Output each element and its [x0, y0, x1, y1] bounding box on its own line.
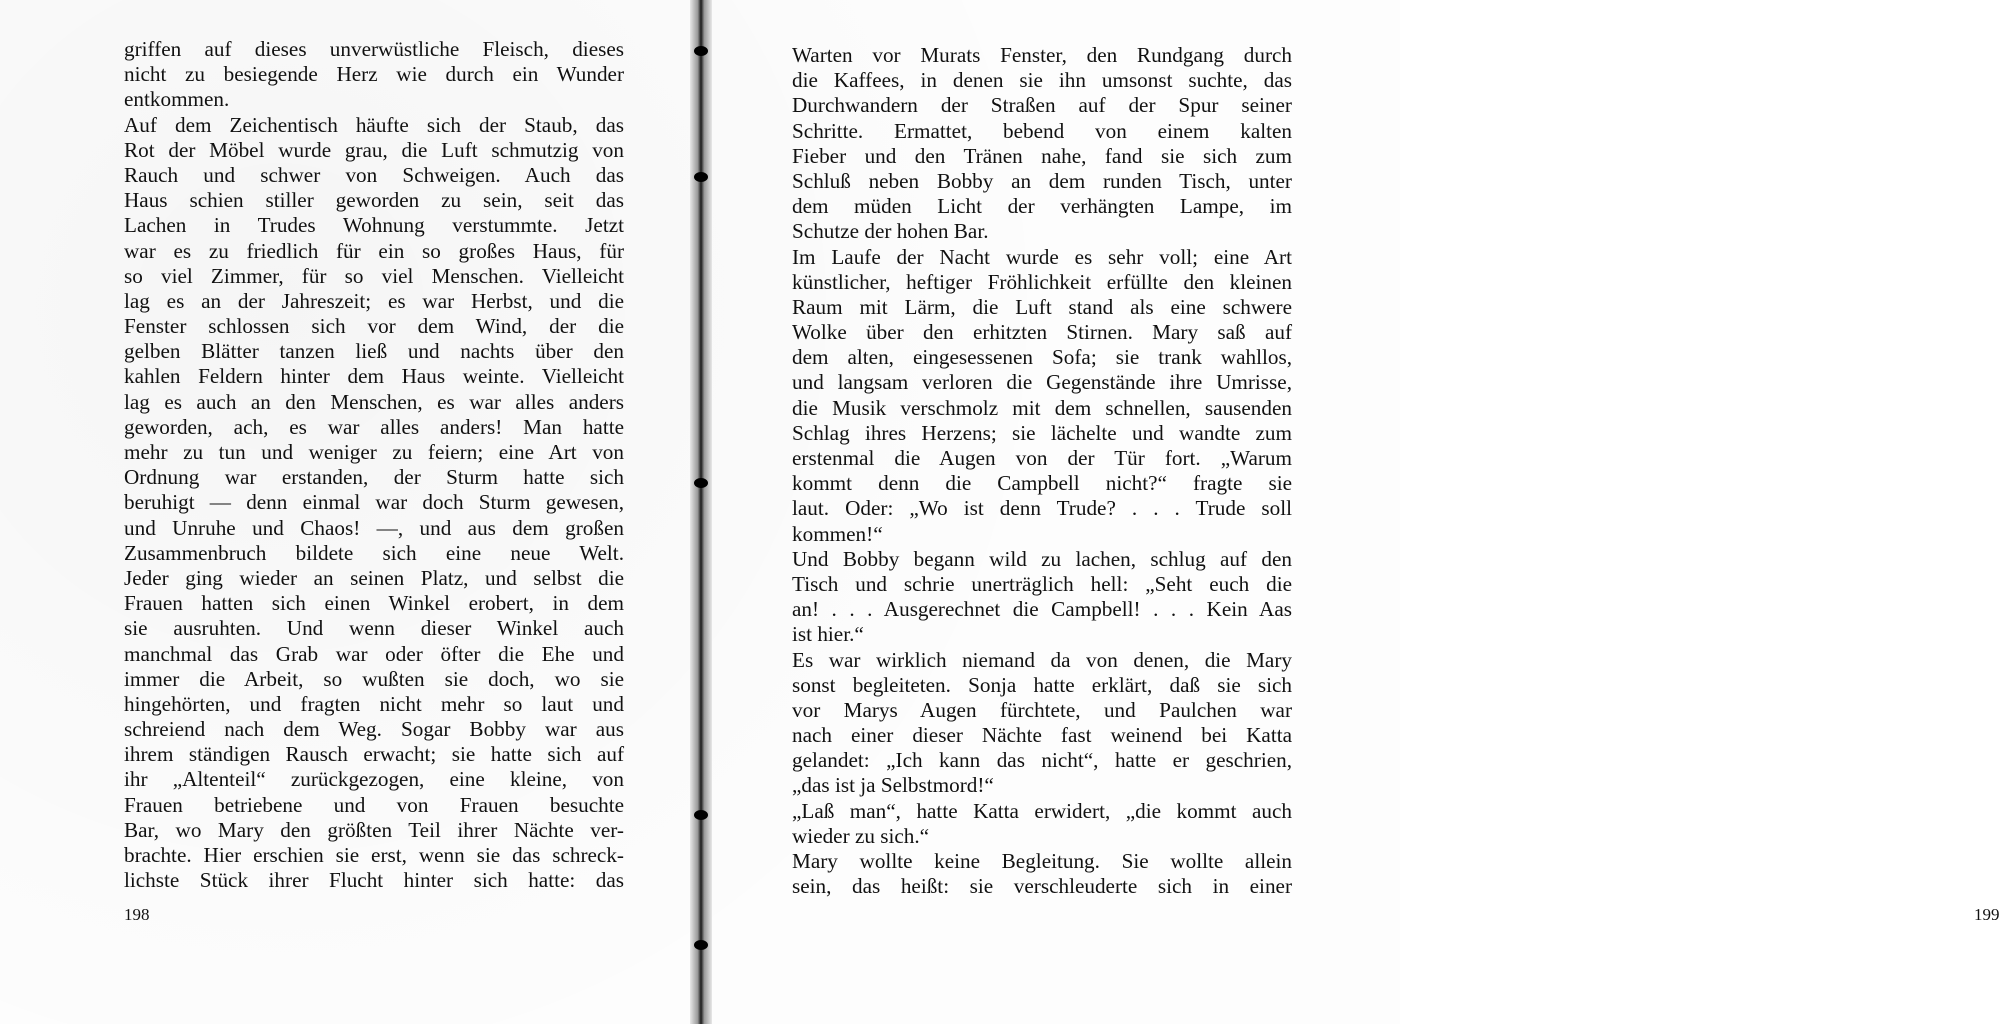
text-line: manchmal das Grab war oder öfter die Ehe und: [124, 641, 624, 666]
text-line: Rauch und schwer von Schweigen. Auch das: [124, 162, 624, 187]
text-line: geworden, ach, es war alles anders! Man hatte: [124, 414, 624, 439]
text-line: brachte. Hier erschien sie erst, wenn sie das schreck-: [124, 843, 624, 867]
text-line: Es war wirklich niemand da von denen, die Mary: [792, 647, 1292, 672]
left-page-text: [124, 37, 624, 893]
text-line: Fieber und den Tränen nahe, fand sie sich zum: [792, 143, 1292, 168]
text-line: Schutze der hohen Bar.: [792, 219, 989, 244]
binding-stitch: [694, 940, 708, 950]
text-line: Raum mit Lärm, die Luft stand als eine schwere: [792, 294, 1292, 319]
text-line: die Musik verschmolz mit dem schnellen, sausenden: [792, 395, 1292, 420]
binding-stitch: [694, 46, 708, 56]
text-line: dem müden Licht der verhängten Lampe, im: [792, 194, 1292, 219]
text-line: Im Laufe der Nacht wurde es sehr voll; eine Art: [792, 244, 1292, 269]
text-line: immer die Arbeit, so wußten sie doch, wo sie: [124, 666, 624, 691]
text-line: Frauen hatten sich einen Winkel erobert, in dem: [124, 591, 624, 616]
text-line: Schritte. Ermattet, bebend von einem kalten: [792, 118, 1292, 143]
text-line: „Laß man“, hatte Katta erwidert, „die kommt auch: [792, 798, 1292, 823]
text-line: künstlicher, heftiger Fröhlichkeit erfüllte den kleinen: [792, 269, 1292, 294]
text-line: Auf dem Zeichentisch häufte sich der Staub, das: [124, 112, 624, 137]
text-line: nach einer dieser Nächte fast weinend bei Katta: [792, 723, 1292, 748]
text-line: Lachen in Trudes Wohnung verstummte. Jetzt: [124, 213, 624, 238]
text-line: hingehörten, und fragten nicht mehr so laut und: [124, 691, 624, 716]
text-line: kommt denn die Campbell nicht?“ fragte sie: [792, 471, 1292, 496]
text-line: und langsam verloren die Gegenstände ihre Umrisse,: [792, 370, 1292, 395]
text-line: so viel Zimmer, für so viel Menschen. Vielleicht: [124, 263, 624, 288]
text-line: Durchwandern der Straßen auf der Spur seiner: [792, 93, 1292, 118]
text-line: gelben Blätter tanzen ließ und nachts über den: [124, 339, 624, 364]
text-line: Wolke über den erhitzten Stirnen. Mary saß auf: [792, 320, 1292, 345]
binding-stitch: [694, 478, 708, 488]
text-line: sein, das heißt: sie verschleuderte sich in einer: [792, 874, 1292, 899]
text-line: lag es auch an den Menschen, es war alles anders: [124, 389, 624, 414]
text-line: und Unruhe und Chaos! —, und aus dem großen: [124, 515, 624, 540]
text-line: kahlen Feldern hinter dem Haus weinte. Vielleicht: [124, 364, 624, 389]
text-line: war es zu friedlich für ein so großes Haus, für: [124, 238, 624, 263]
text-line: griffen auf dieses unverwüstliche Fleisch, dieses: [124, 37, 624, 61]
text-line: die Kaffees, in denen sie ihn umsonst suchte, das: [792, 68, 1292, 93]
text-line: Mary wollte keine Begleitung. Sie wollte allein: [792, 849, 1292, 873]
text-line: Schluß neben Bobby an dem runden Tisch, unter: [792, 168, 1292, 193]
binding-stitch: [694, 172, 708, 182]
text-line: dem alten, eingesessenen Sofa; sie trank wahllos,: [792, 345, 1292, 370]
text-line: „das ist ja Selbstmord!“: [792, 773, 994, 798]
text-line: lichste Stück ihrer Flucht hinter sich hatte: das: [124, 868, 624, 893]
text-line: Schlag ihres Herzens; sie lächelte und wandte zum: [792, 420, 1292, 445]
text-line: Frauen betriebene und von Frauen besuchte: [124, 792, 624, 817]
text-line: Und Bobby begann wild zu lachen, schlug auf den: [792, 546, 1292, 571]
binding-stitch: [694, 810, 708, 820]
text-line: laut. Oder: „Wo ist denn Trude? . . . Trude soll: [792, 496, 1292, 521]
left-page: [0, 0, 690, 1024]
text-line: Jeder ging wieder an seinen Platz, und selbst die: [124, 565, 624, 590]
text-line: ihrem ständigen Rausch erwacht; sie hatte sich auf: [124, 742, 624, 767]
text-line: Fenster schlossen sich vor dem Wind, der die: [124, 314, 624, 339]
text-line: Warten vor Murats Fenster, den Rundgang durch: [792, 43, 1292, 67]
book-gutter: [690, 0, 712, 1024]
text-line: sie ausruhten. Und wenn dieser Winkel auch: [124, 616, 624, 641]
text-line: Tisch und schrie unerträglich hell: „Seht euch die: [792, 571, 1292, 596]
right-page-number: 199: [1974, 905, 2000, 924]
text-line: Rot der Möbel wurde grau, die Luft schmutzig von: [124, 137, 624, 162]
text-line: sonst begleiteten. Sonja hatte erklärt, daß sie sich: [792, 672, 1292, 697]
text-line: Ordnung war erstanden, der Sturm hatte sich: [124, 465, 624, 490]
text-line: beruhigt — denn einmal war doch Sturm gewesen,: [124, 490, 624, 515]
text-line: ist hier.“: [792, 622, 864, 647]
text-line: Bar, wo Mary den größten Teil ihrer Nächte ver-: [124, 817, 624, 842]
text-line: vor Marys Augen fürchtete, und Paulchen war: [792, 697, 1292, 722]
right-page-text: [792, 43, 1292, 899]
text-line: wieder zu sich.“: [792, 823, 930, 848]
text-line: Zusammenbruch bildete sich eine neue Welt.: [124, 540, 624, 565]
text-line: kommen!“: [792, 521, 883, 546]
text-line: nicht zu besiegende Herz wie durch ein Wunder: [124, 62, 624, 87]
text-line: Haus schien stiller geworden zu sein, seit das: [124, 188, 624, 213]
text-line: gelandet: „Ich kann das nicht“, hatte er geschrien,: [792, 748, 1292, 773]
left-page-number: 198: [124, 905, 150, 924]
text-line: erstenmal die Augen von der Tür fort. „Warum: [792, 446, 1292, 470]
text-line: lag es an der Jahreszeit; es war Herbst, und die: [124, 288, 624, 313]
text-line: an! . . . Ausgerechnet die Campbell! . . . Kein Aas: [792, 597, 1292, 622]
text-line: schreiend nach dem Weg. Sogar Bobby war aus: [124, 717, 624, 742]
text-line: ihr „Altenteil“ zurückgezogen, eine kleine, von: [124, 767, 624, 792]
text-line: entkommen.: [124, 87, 230, 112]
text-line: mehr zu tun und weniger zu feiern; eine Art von: [124, 440, 624, 464]
